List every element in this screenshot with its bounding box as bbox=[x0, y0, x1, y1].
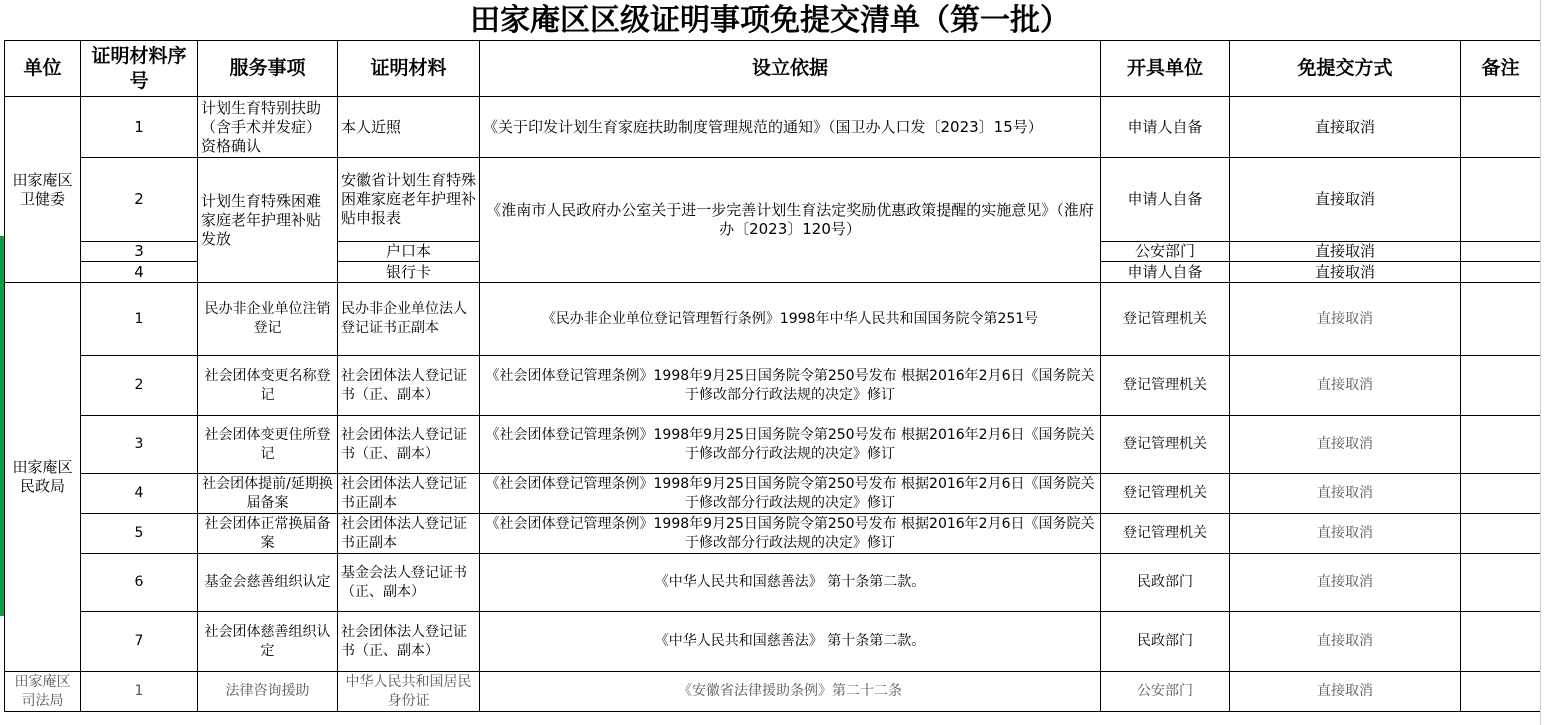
basis-cell: 《中华人民共和国慈善法》 第十条第二款。 bbox=[480, 612, 1101, 672]
service-cell: 社会团体提前/延期换届备案 bbox=[198, 474, 338, 514]
material-cell: 户口本 bbox=[338, 242, 480, 262]
method-cell: 直接取消 bbox=[1230, 612, 1461, 672]
issuer-cell: 民政部门 bbox=[1101, 612, 1230, 672]
method-cell: 直接取消 bbox=[1230, 97, 1461, 158]
table-row bbox=[5, 554, 1541, 612]
header-basis: 设立依据 bbox=[480, 41, 1101, 97]
issuer-cell: 登记管理机关 bbox=[1101, 416, 1230, 474]
table-row bbox=[5, 97, 1541, 158]
method-cell: 直接取消 bbox=[1230, 158, 1461, 242]
seq-cell: 6 bbox=[81, 554, 198, 612]
service-cell: 社会团体变更住所登记 bbox=[198, 416, 338, 474]
basis-cell: 《社会团体登记管理条例》1998年9月25日国务院令第250号发布 根据2016年2月6日《国务院关于修改部分行政法规的决定》修订 bbox=[480, 514, 1101, 554]
remark-cell bbox=[1461, 474, 1541, 514]
method-cell: 直接取消 bbox=[1230, 672, 1461, 712]
unit-cell: 田家庵区民政局 bbox=[5, 283, 81, 672]
header-material: 证明材料 bbox=[338, 41, 480, 97]
method-cell: 直接取消 bbox=[1230, 262, 1461, 283]
service-cell: 基金会慈善组织认定 bbox=[198, 554, 338, 612]
basis-cell: 《社会团体登记管理条例》1998年9月25日国务院令第250号发布 根据2016年2月6日《国务院关于修改部分行政法规的决定》修订 bbox=[480, 416, 1101, 474]
header-issuer: 开具单位 bbox=[1101, 41, 1230, 97]
material-cell: 社会团体法人登记证书（正、副本） bbox=[338, 416, 480, 474]
issuer-cell: 申请人自备 bbox=[1101, 97, 1230, 158]
material-cell: 基金会法人登记证书（正、副本） bbox=[338, 554, 480, 612]
remark-cell bbox=[1461, 283, 1541, 356]
seq-cell: 1 bbox=[81, 97, 198, 158]
header-row bbox=[5, 41, 1541, 97]
issuer-cell: 登记管理机关 bbox=[1101, 356, 1230, 416]
service-cell: 社会团体正常换届备案 bbox=[198, 514, 338, 554]
issuer-cell: 登记管理机关 bbox=[1101, 514, 1230, 554]
material-cell: 安徽省计划生育特殊困难家庭老年护理补贴申报表 bbox=[338, 158, 480, 242]
header-service: 服务事项 bbox=[198, 41, 338, 97]
basis-cell: 《关于印发计划生育家庭扶助制度管理规范的通知》（国卫办人口发〔2023〕15号） bbox=[480, 97, 1101, 158]
seq-cell: 3 bbox=[81, 242, 198, 262]
header-unit: 单位 bbox=[5, 41, 81, 97]
service-cell: 社会团体慈善组织认定 bbox=[198, 612, 338, 672]
table-row bbox=[5, 158, 1541, 242]
material-cell: 社会团体法人登记证书正副本 bbox=[338, 514, 480, 554]
table-row bbox=[5, 283, 1541, 356]
material-cell: 社会团体法人登记证书（正、副本） bbox=[338, 356, 480, 416]
basis-cell: 《淮南市人民政府办公室关于进一步完善计划生育法定奖励优惠政策提醒的实施意见》（淮府办〔2023〕120号） bbox=[480, 158, 1101, 283]
remark-cell bbox=[1461, 158, 1541, 242]
material-cell: 社会团体法人登记证书正副本 bbox=[338, 474, 480, 514]
remark-cell bbox=[1461, 262, 1541, 283]
table-row bbox=[5, 612, 1541, 672]
sheet-right-margin bbox=[1540, 0, 1555, 725]
seq-cell: 1 bbox=[81, 283, 198, 356]
issuer-cell: 登记管理机关 bbox=[1101, 474, 1230, 514]
remark-cell bbox=[1461, 97, 1541, 158]
material-cell: 中华人民共和国居民身份证 bbox=[338, 672, 480, 712]
remark-cell bbox=[1461, 242, 1541, 262]
seq-cell: 5 bbox=[81, 514, 198, 554]
service-cell: 计划生育特别扶助（含手术并发症）资格确认 bbox=[198, 97, 338, 158]
material-cell: 银行卡 bbox=[338, 262, 480, 283]
unit-cell: 田家庵区司法局 bbox=[5, 672, 81, 712]
method-cell: 直接取消 bbox=[1230, 474, 1461, 514]
method-cell: 直接取消 bbox=[1230, 514, 1461, 554]
material-cell: 民办非企业单位法人登记证书正副本 bbox=[338, 283, 480, 356]
table-row bbox=[5, 474, 1541, 514]
header-remark: 备注 bbox=[1461, 41, 1541, 97]
seq-cell: 4 bbox=[81, 262, 198, 283]
method-cell: 直接取消 bbox=[1230, 356, 1461, 416]
seq-cell: 7 bbox=[81, 612, 198, 672]
basis-cell: 《社会团体登记管理条例》1998年9月25日国务院令第250号发布 根据2016年2月6日《国务院关于修改部分行政法规的决定》修订 bbox=[480, 356, 1101, 416]
basis-cell: 《民办非企业单位登记管理暂行条例》1998年中华人民共和国国务院令第251号 bbox=[480, 283, 1101, 356]
exemption-list-table bbox=[4, 40, 1541, 712]
service-cell: 计划生育特殊困难家庭老年护理补贴发放 bbox=[198, 158, 338, 283]
service-cell: 法律咨询援助 bbox=[198, 672, 338, 712]
service-cell: 社会团体变更名称登记 bbox=[198, 356, 338, 416]
table-row bbox=[5, 672, 1541, 712]
method-cell: 直接取消 bbox=[1230, 283, 1461, 356]
seq-cell: 2 bbox=[81, 356, 198, 416]
seq-cell: 1 bbox=[81, 672, 198, 712]
basis-cell: 《中华人民共和国慈善法》 第十条第二款。 bbox=[480, 554, 1101, 612]
remark-cell bbox=[1461, 672, 1541, 712]
basis-cell: 《安徽省法律援助条例》第二十二条 bbox=[480, 672, 1101, 712]
method-cell: 直接取消 bbox=[1230, 554, 1461, 612]
service-cell: 民办非企业单位注销登记 bbox=[198, 283, 338, 356]
seq-cell: 2 bbox=[81, 158, 198, 242]
basis-cell: 《社会团体登记管理条例》1998年9月25日国务院令第250号发布 根据2016年2月6日《国务院关于修改部分行政法规的决定》修订 bbox=[480, 474, 1101, 514]
remark-cell bbox=[1461, 612, 1541, 672]
seq-cell: 3 bbox=[81, 416, 198, 474]
seq-cell: 4 bbox=[81, 474, 198, 514]
issuer-cell: 登记管理机关 bbox=[1101, 283, 1230, 356]
remark-cell bbox=[1461, 514, 1541, 554]
header-method: 免提交方式 bbox=[1230, 41, 1461, 97]
remark-cell bbox=[1461, 416, 1541, 474]
method-cell: 直接取消 bbox=[1230, 416, 1461, 474]
header-seq: 证明材料序号 bbox=[81, 41, 198, 97]
issuer-cell: 申请人自备 bbox=[1101, 158, 1230, 242]
remark-cell bbox=[1461, 554, 1541, 612]
method-cell: 直接取消 bbox=[1230, 242, 1461, 262]
remark-cell bbox=[1461, 356, 1541, 416]
table-row bbox=[5, 514, 1541, 554]
table-row bbox=[5, 416, 1541, 474]
material-cell: 本人近照 bbox=[338, 97, 480, 158]
issuer-cell: 公安部门 bbox=[1101, 672, 1230, 712]
table-row bbox=[5, 356, 1541, 416]
page-title: 田家庵区区级证明事项免提交清单（第一批） bbox=[470, 3, 1070, 38]
issuer-cell: 申请人自备 bbox=[1101, 262, 1230, 283]
issuer-cell: 公安部门 bbox=[1101, 242, 1230, 262]
material-cell: 社会团体法人登记证书（正、副本） bbox=[338, 612, 480, 672]
unit-cell: 田家庵区卫健委 bbox=[5, 97, 81, 283]
issuer-cell: 民政部门 bbox=[1101, 554, 1230, 612]
